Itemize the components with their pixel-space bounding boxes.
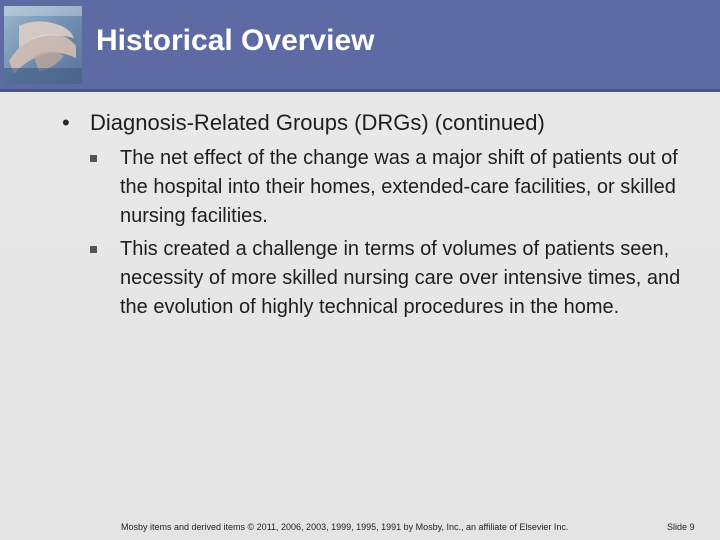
slide-number: Slide 9	[667, 522, 695, 532]
sub-bullet-2-text: This created a challenge in terms of volumes of patients seen, necessity of more skilled nursing care over intensive times, and the evolution of highly technical procedures in the home.	[120, 238, 681, 318]
square-bullet-icon	[90, 246, 97, 253]
bullet-level1-text: Diagnosis-Related Groups (DRGs) (continued)	[90, 110, 545, 135]
nursing-hands-photo	[4, 6, 82, 84]
header-band	[0, 0, 720, 92]
slide-title: Historical Overview	[96, 24, 375, 57]
sub-bullet-1-text: The net effect of the change was a major shift of patients out of the hospital into their homes, extended-care facilities, or skilled nursing facilities.	[120, 147, 678, 227]
round-bullet-icon: •	[62, 110, 70, 135]
copyright-footer: Mosby items and derived items © 2011, 2006, 2003, 1999, 1995, 1991 by Mosby, Inc., an affiliate of Elsevier Inc.	[121, 522, 569, 532]
square-bullet-icon	[90, 155, 97, 162]
